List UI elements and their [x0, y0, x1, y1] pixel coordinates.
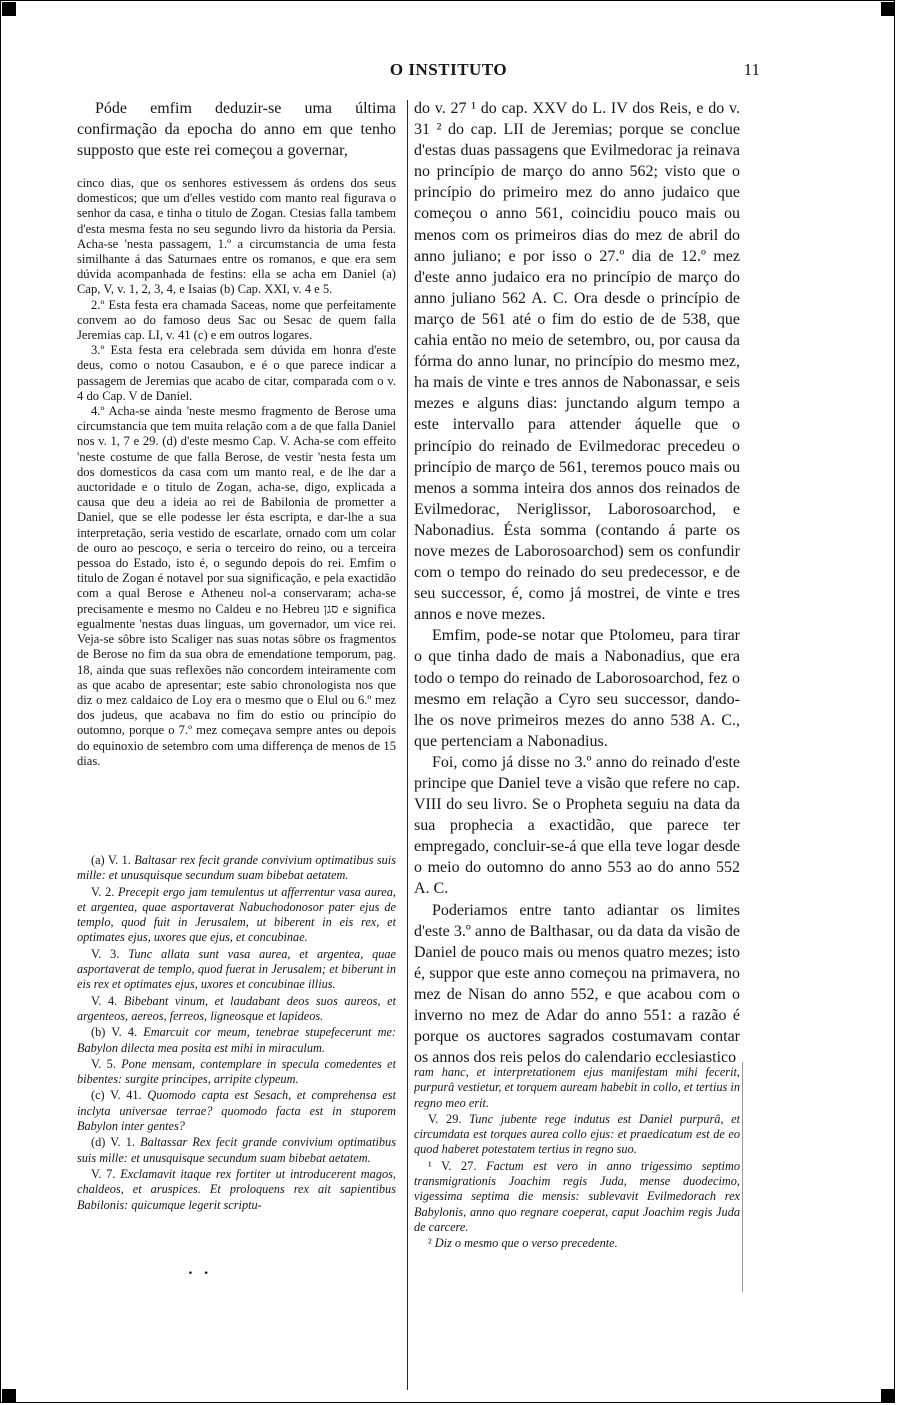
- footnote-text: Baltassar Rex fecit grande convivium optimatibus suis mille: et unusquisque secundum suam bibebat aetatem.: [77, 1135, 396, 1165]
- right-column-body: [414, 98, 740, 1068]
- body-paragraph: Emfim, pode-se notar que Ptolomeu, para tirar o que tinha dado de mais a Nabonadius, que era todo o tempo do reinado de Laborosoarchod, fez o mesmo em relação a Cyro seu successor, dando-lhe os nove primeiros mezes do anno 538 A. C., que pertenciam a Nabonadius.: [414, 627, 740, 750]
- footnote-margin-rule: [742, 1062, 743, 1292]
- corner-mark-bottom-right: [881, 1389, 895, 1403]
- left-latin-footnotes: [77, 853, 396, 1214]
- page-number: 11: [743, 60, 760, 79]
- footnote-text: Tunc jubente rege indutus est Daniel purpurâ, et circumdata est torques aurea collo ejus: et praedicatum est de eo quod haberet potestatem tertius in regno suo.: [414, 1111, 740, 1157]
- latin-footnote: [77, 994, 396, 1025]
- note-paragraph: 2.º Esta festa era chamada Saceas, nome que perfeitamente convem ao do famoso deus Sac ou Sesac de quem falla Jeremias cap. LI, v. 41 (c) e em outros logares.: [77, 297, 396, 343]
- latin-footnote: [77, 1057, 396, 1088]
- footnote-tag: V. 5.: [91, 1056, 116, 1071]
- footnote-text: Exclamavit itaque rex fortiter ut introducerent magos, chaldeos, et aruspices. Et proloquens rex ait sapientibus Babilonis: quicumque legerit scriptu-: [77, 1166, 396, 1212]
- left-column-notes: [77, 176, 396, 769]
- footnote-text: Bibebant vinum, et laudabant deos suos aureos, et argenteos, aereos, ferreos, ligneosque et lapideos.: [77, 993, 396, 1023]
- latin-footnote: [77, 1088, 396, 1134]
- note-paragraph: 4.º Acha-se ainda 'neste mesmo fragmento de Berose uma circumstancia que tem muita relação com a de que falla Daniel nos v. 1, 7 e 29. (d) d'este mesmo Cap. V. Acha-se com effeito 'neste costume de que falla Berose, de vestir 'nesta festa um dos domesticos da casa com um manto real, e de lhe dar a auctoridade e o titulo de Zogan, acha-se, digo, explicada a causa que deu a ideia ao rei de Babilonia de prometter a Daniel, que se elle podesse ler ésta escripta, e dar-lhe a sua interpretação, seria vestido de escarlate, ornado com um colar de ouro ao pescoço, e seria o terceiro do reino, ou a terceira pessoa do Estado, isto é, o segundo depois do rei. Emfim o titulo de Zogan é notavel por sua significação, e pela exactidão com a qual Berose e Atheneu nol-a conservaram; acha-se precisamente e mesmo no Caldeu e no Hebreu סגן e significa egualmente 'nestas duas linguas, um governador, um vice rei. Veja-se sôbre isto Scaliger nas suas notas sôbre os fragmentos de Berose no fim da sua obra de emendatione temporum, pag. 18, ainda que suas reflexões não concordem inteiramente com as que acabo de apresentar; este sabio chronologista nos que diz o mez caldaico de Loy era o mesmo que o Elul ou 6.º mez dos judeus, que acabava no fim do estio ou princípio do outomno, porque o 7.º mez começava sempre antes ou depois do equinoxio de setembro com uma differença de menos de 15 dias.: [77, 404, 396, 768]
- latin-footnote: [77, 947, 396, 993]
- footnote-text: Diz o mesmo que o verso precedente.: [434, 1236, 618, 1251]
- left-column-lead: [77, 98, 396, 161]
- footnote-tag: V. 3.: [91, 946, 120, 961]
- corner-mark-bottom-left: [2, 1389, 16, 1403]
- footnote-tag: V. 7.: [91, 1166, 116, 1181]
- latin-footnote: [414, 1236, 740, 1251]
- running-title: O INSTITUTO: [389, 60, 508, 79]
- footnote-tag: ¹ V. 27.: [428, 1158, 477, 1173]
- latin-footnote: [414, 1112, 740, 1158]
- footnote-text: Tunc allata sunt vasa aurea, et argentea, quae asportaverat de templo, quod fuerat in Jerusalem; et biberunt in eis rex et optimates ejus, uxores et concubinae illius.: [77, 946, 396, 992]
- footnote-text: Factum est vero in anno trigessimo septimo transmigrationis Joachim regis Juda, mense duodecimo, vigessima septima die mensis: sublevavit Evilmedorach rex Babylonis, anno quo regnare coeperat, caput Joachim regis Juda de carcere.: [414, 1158, 740, 1234]
- footnote-text: ram hanc, et interpretationem ejus manifestam mihi fecerit, purpurâ vestietur, et torquem auream habebit in collo, et tertius in regno meo erit.: [414, 1065, 740, 1110]
- footnote-tag: (b) V. 4.: [91, 1025, 138, 1040]
- latin-footnote: [77, 1167, 396, 1213]
- footnote-text: Emarcuit cor meum, tenebrae stupefecerunt me: Babylon dilecta mea posita est mihi in miraculum.: [77, 1025, 396, 1055]
- footnote-tag: (d) V. 1.: [91, 1135, 135, 1150]
- latin-footnote: [414, 1159, 740, 1235]
- footnote-text: Baltasar rex fecit grande convivium optimatibus suis mille: et unusquisque secundum suam bibebat aetatem.: [77, 853, 396, 883]
- footnote-tag: ²: [428, 1236, 432, 1251]
- body-paragraph: Poderiamos entre tanto adiantar os limites d'este 3.º anno de Balthasar, ou da data da visão de Daniel de pouco mais ou menos quatro mezes; isto é, suppor que este anno começou na primavera, no mez de Nisan do anno 552, e que acabou com o inverno no mez de Adar do anno 551: a razão é porque os auctores sagrados costumavam contar os annos dos reis pelos do calendario ecclesiastico: [414, 901, 740, 1067]
- body-paragraph: do v. 27 ¹ do cap. XXV do L. IV dos Reis, e do v. 31 ² do cap. LII de Jeremias; porque se conclue d'estas duas passagens que Evilmedorac ja reinava no princípio de março do anno 562; visto que o princípio do primeiro mez do anno judaico que começou o anno 561, coincidiu pouco mais ou menos com os primeiros dias do mez de abril do anno juliano; e por isso o 27.º dia de 12.º mez d'este anno judaico era no princípio de março do anno juliano 562 A. C. Ora desde o princípio de março de 561 até o fim do estio de de 538, que cahia então no meio de setembro, ou, por causa da fórma do anno lunar, no princípio do mesmo mez, ha mais de vinte e tres annos de Nabonassar, e seis mezes e alguns dias: junctando algum tempo a este intervallo para attender áquelle que o princípio do reinado de Evilmedorac precedeu o princípio de março de 561, teremos pouco mais ou menos a somma inteira dos annos dos reinados de Evilmedorac, Neriglissor, Laborosoarchod, e Nabonadius. Ésta somma (contando á parte os nove mezes de Laborosoarchod) sem os confundir com o tempo do reinado do seu predecessor, e de seu successor, é, como já mostrei, de vinte e tres annos e nove mezes.: [414, 100, 740, 624]
- corner-mark-top-right: [881, 2, 895, 16]
- column-divider: [407, 100, 408, 1390]
- body-paragraph: Foi, como já disse no 3.º anno do reinado d'este principe que Daniel teve a visão que refere no cap. VIII do seu livro. Se o Propheta seguiu na data da sua prophecia a exactidão, que parece ter empregado, concluir-se-á que ella teve logar desde o meio do outomno do anno 553 ao do anno 552 A. C.: [414, 753, 740, 898]
- ornament-dots: . .: [188, 1262, 212, 1278]
- footnote-tag: (c) V. 41.: [91, 1088, 142, 1103]
- footnote-text: Precepit ergo jam temulentus ut afferrentur vasa aurea, et argentea, quae asportaverat Nabuchodonosor pater ejus de templo, quod fuit in Jerusalem, ut biberent in eis rex, et optimates ejus, uxores que ejus, et concubinae.: [77, 884, 396, 945]
- latin-footnote: [414, 1065, 740, 1111]
- footnote-tag: V. 2.: [91, 884, 115, 899]
- note-paragraph: cinco dias, que os senhores estivessem ás ordens dos seus domesticos; que um d'elles vestido com manto real figurava o senhor da casa, e tinha o titulo de Zogan. Ctesias falla tambem d'esta mesma festa no seu segundo livro da historia da Persia. Acha-se 'nesta passagem, 1.º a circumstancia de uma festa similhante á das Saturnaes entre os romanos, e que era sem dúvida acompanhada de festins: ella se acha em Daniel (a) Cap, V, v. 1, 2, 3, 4, e Isaias (b) Cap. XXI, v. 4 e 5.: [77, 176, 396, 297]
- latin-footnote: [77, 853, 396, 884]
- footnote-tag: V. 4.: [91, 993, 118, 1008]
- lead-paragraph: Póde emfim deduzir-se uma última confirmação da epocha do anno em que tenho supposto que este rei começou a governar,: [77, 100, 396, 159]
- right-latin-footnotes: [414, 1065, 740, 1253]
- footnote-tag: (a) V. 1.: [91, 853, 131, 867]
- footnote-tag: V. 29.: [428, 1111, 462, 1126]
- corner-mark-top-left: [2, 2, 16, 16]
- latin-footnote: [77, 885, 396, 946]
- note-paragraph: 3.º Esta festa era celebrada sem dúvida em honra d'este deus, como o notou Casaubon, e é o que parece indicar a passagem de Jeremias que acabo de citar, comparada com o v. 4 do Cap. V de Daniel.: [77, 343, 396, 403]
- latin-footnote: [77, 1135, 396, 1166]
- latin-footnote: [77, 1025, 396, 1056]
- footnote-text: Pone mensam, contemplare in specula comedentes et bibentes: surgite principes, arripite clypeum.: [77, 1056, 396, 1087]
- footnote-text: Quomodo capta est Sesach, et comprehensa est inclyta universae terrae? quomodo facta est in stuporem Babylon inter gentes?: [77, 1088, 396, 1134]
